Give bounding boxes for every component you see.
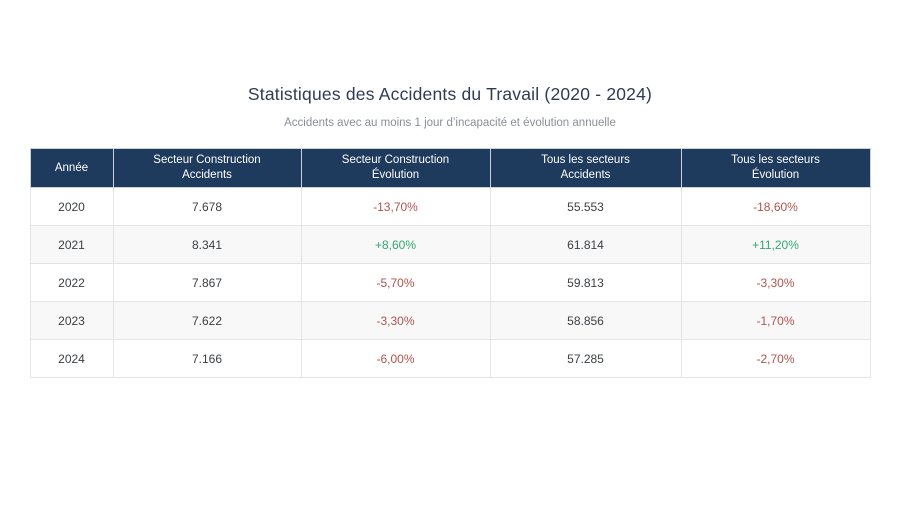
cell-construction_accidents: 8.341 [113,226,301,264]
table-header [30,149,870,188]
cell-construction_evolution: -3,30% [301,302,490,340]
cell-tous_accidents: 57.285 [490,340,681,378]
page-title: Statistiques des Accidents du Travail (2020 - 2024) [247,84,653,104]
page-subtitle: Accidents avec au moins 1 jour d’incapacité et évolution annuelle [284,117,616,129]
cell-tous_accidents: 61.814 [490,226,681,264]
cell-annee: 2020 [30,188,113,226]
header-row [30,149,870,188]
cell-tous_accidents: 58.856 [490,302,681,340]
column-header-label: Tous les secteurs [541,154,630,166]
column-header-tous_accidents [490,149,681,188]
column-header-construction_accidents [113,149,301,188]
cell-construction_evolution: -13,70% [301,188,490,226]
cell-tous_evolution: -18,60% [681,188,870,226]
table-row [30,264,870,302]
column-header-tous_evolution [681,149,870,188]
cell-annee: 2022 [30,264,113,302]
cell-tous_evolution: -1,70% [681,302,870,340]
column-header-sublabel: Accidents [182,169,232,181]
cell-construction_evolution: -6,00% [301,340,490,378]
table-row [30,188,870,226]
column-header-label: Année [54,161,89,174]
accidents-table [30,148,871,378]
cell-tous_evolution: -3,30% [681,264,870,302]
cell-construction_accidents: 7.678 [113,188,301,226]
table-body [30,188,870,378]
cell-construction_evolution: -5,70% [301,264,490,302]
cell-annee: 2021 [30,226,113,264]
cell-tous_evolution: -2,70% [681,340,870,378]
table-row [30,302,870,340]
table-row [30,226,870,264]
column-header-construction_evolution [301,149,490,188]
column-header-sublabel: Évolution [751,169,800,181]
cell-annee: 2024 [30,340,113,378]
cell-tous_accidents: 55.553 [490,188,681,226]
column-header-label: Secteur Construction [341,154,450,166]
cell-construction_accidents: 7.166 [113,340,301,378]
cell-tous_evolution: +11,20% [681,226,870,264]
column-header-sublabel: Évolution [371,169,420,181]
cell-tous_accidents: 59.813 [490,264,681,302]
column-header-sublabel: Accidents [560,169,611,181]
cell-annee: 2023 [30,302,113,340]
cell-construction_accidents: 7.622 [113,302,301,340]
column-header-annee [30,149,113,188]
table-row [30,340,870,378]
cell-construction_accidents: 7.867 [113,264,301,302]
cell-construction_evolution: +8,60% [301,226,490,264]
column-header-label: Secteur Construction [153,154,261,166]
column-header-label: Tous les secteurs [731,154,820,166]
